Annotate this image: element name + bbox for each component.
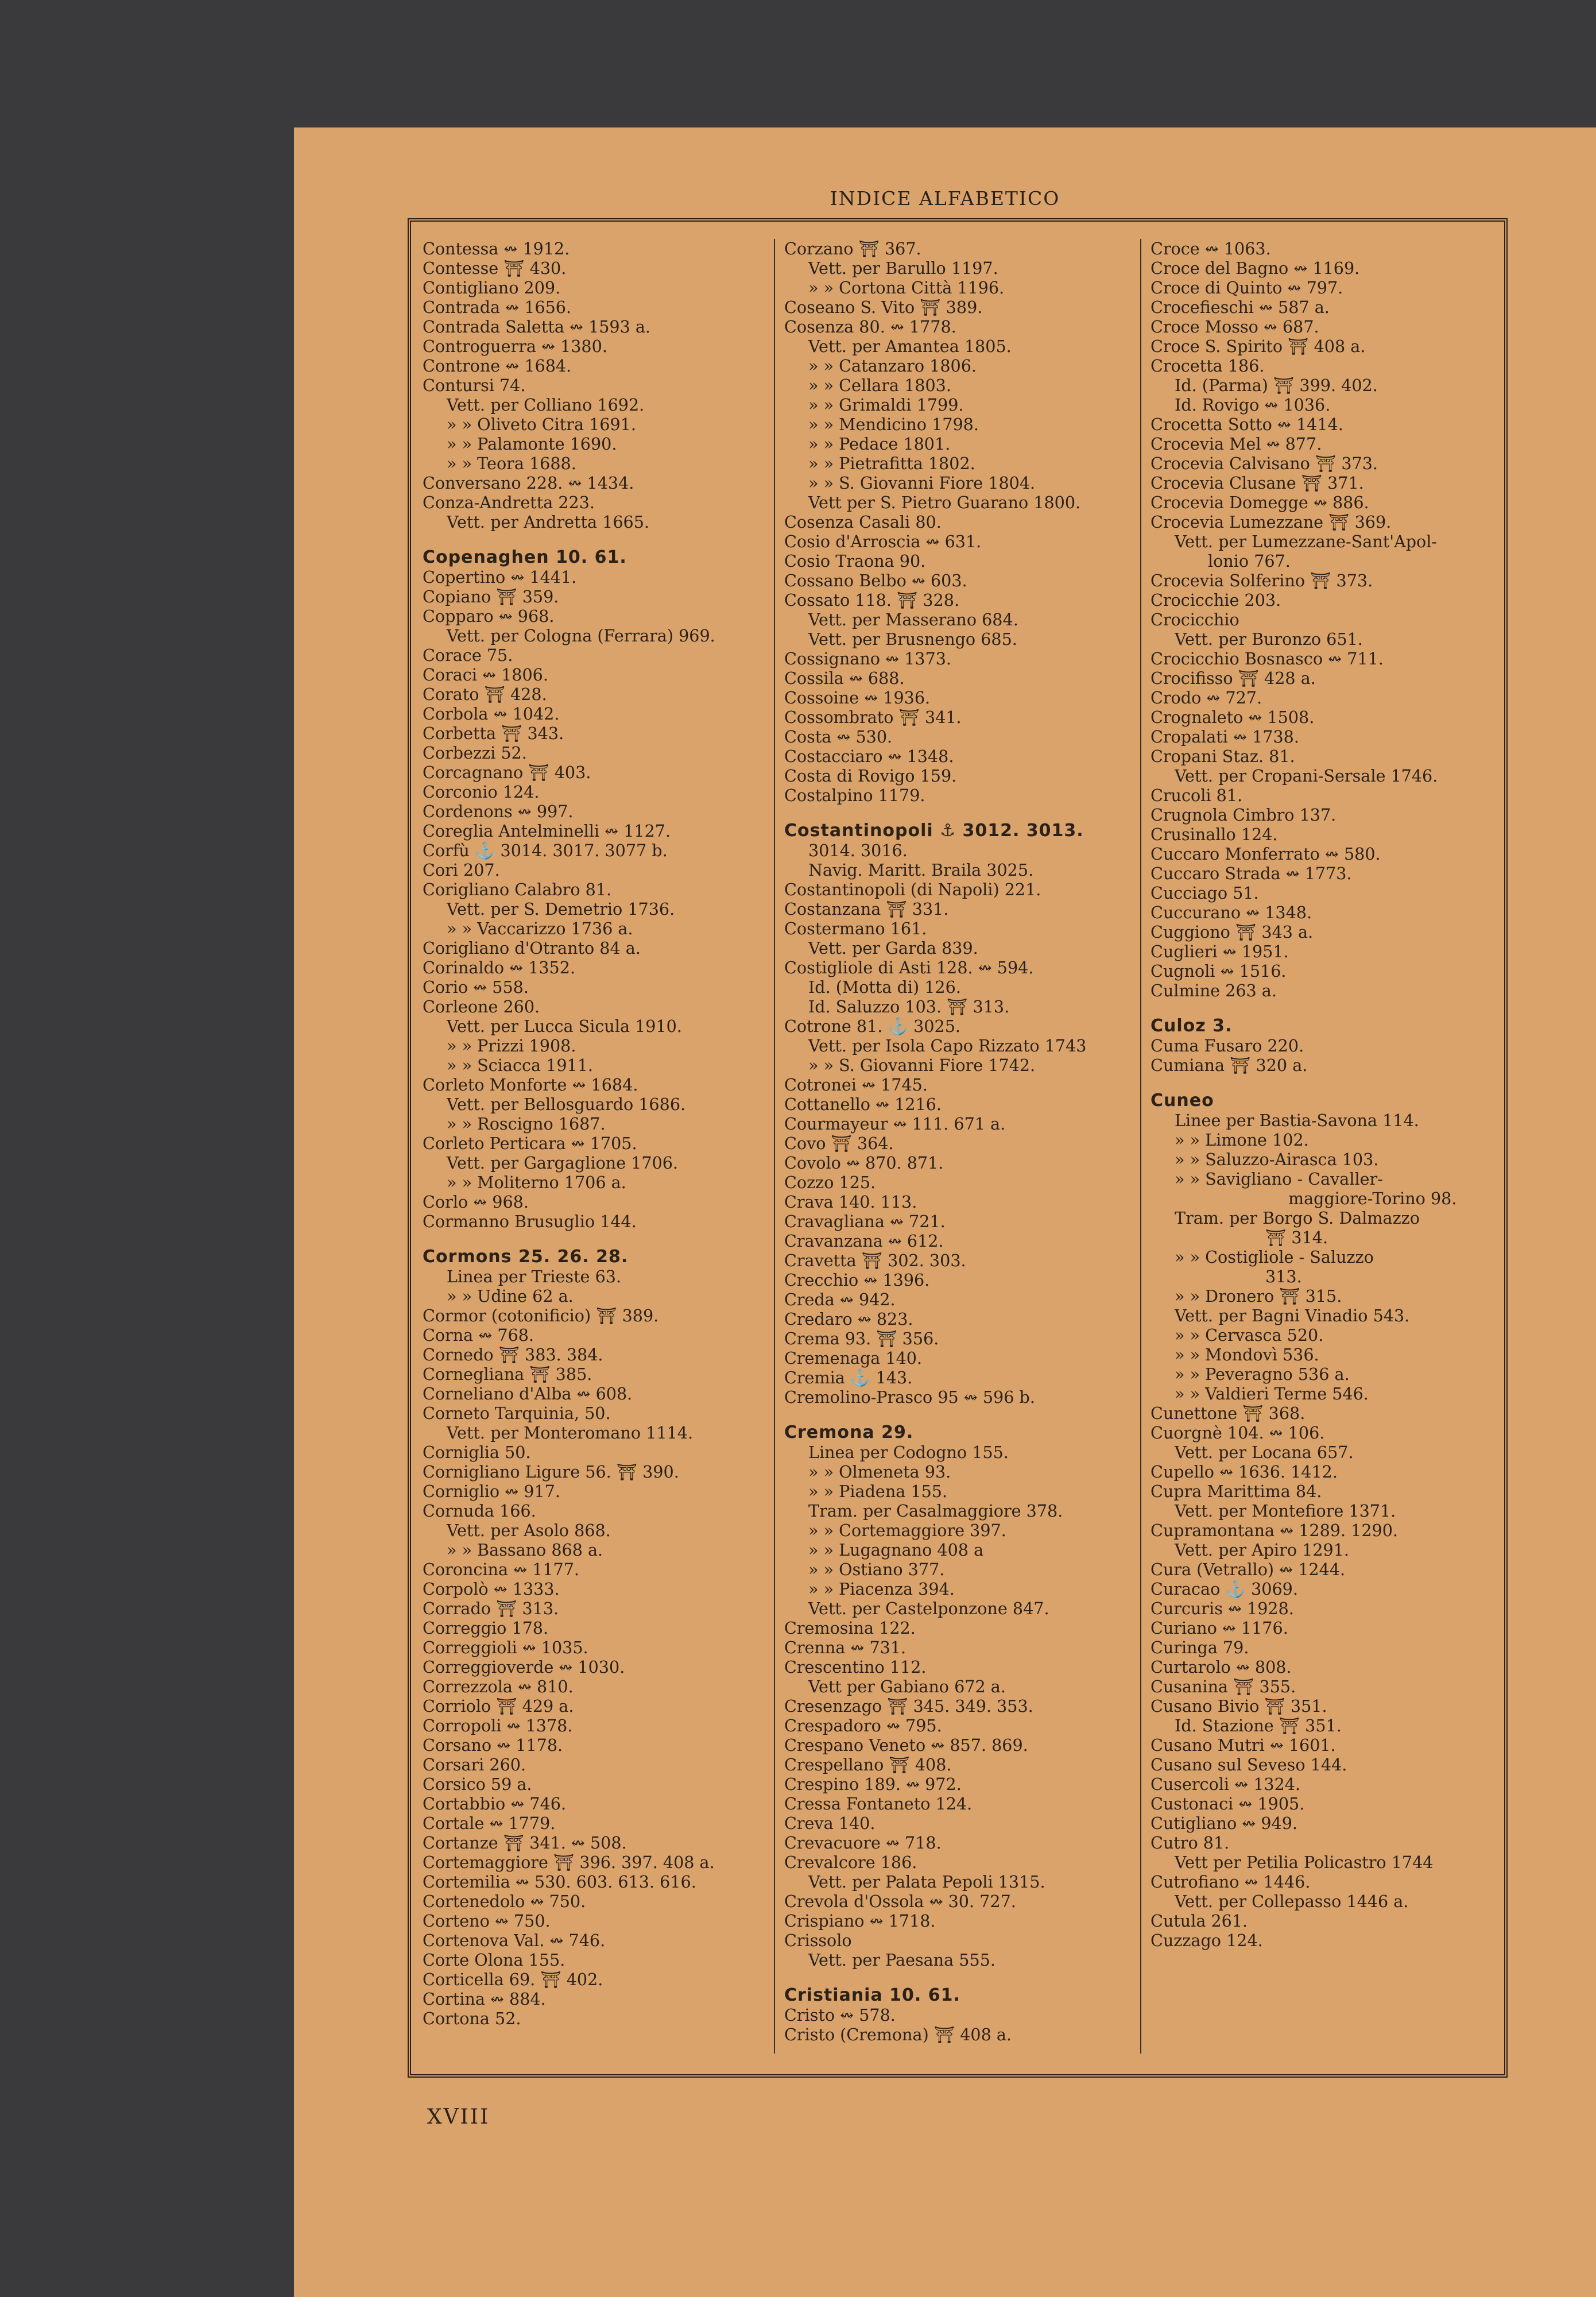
index-entry: Copiano ⛩ 359. bbox=[423, 587, 559, 606]
index-entry: Crespellano ⛩ 408. bbox=[784, 1755, 952, 1774]
index-entry: Cornedo ⛩ 383. 384. bbox=[423, 1345, 603, 1364]
index-column-3 bbox=[1150, 239, 1504, 1950]
index-entry: Crodo ↭ 727. bbox=[1150, 688, 1262, 707]
index-entry: Cornigliano Ligure 56. ⛩ 390. bbox=[423, 1462, 679, 1482]
index-entry: Cossila ↭ 688. bbox=[784, 668, 905, 688]
index-entry: Crespano Veneto ↭ 857. 869. bbox=[784, 1735, 1028, 1755]
index-entry: » » Udine 62 a. bbox=[447, 1286, 574, 1306]
index-entry: » » Cellara 1803. bbox=[808, 376, 951, 395]
index-entry: Croce S. Spirito ⛩ 408 a. bbox=[1150, 337, 1366, 356]
index-entry: Crocevia Domegge ↭ 886. bbox=[1150, 493, 1369, 512]
index-entry: Crevacuore ↭ 718. bbox=[784, 1833, 942, 1853]
page-number: XVIII bbox=[427, 2105, 490, 2129]
index-entry: Tram. per Casalmaggiore 378. bbox=[808, 1501, 1063, 1521]
index-entry: Vett. per Castelponzone 847. bbox=[808, 1599, 1049, 1618]
index-entry: Croce ↭ 1063. bbox=[1150, 239, 1271, 258]
index-entry: Linee per Bastia-Savona 114. bbox=[1175, 1111, 1419, 1130]
index-entry: Vett. per Asolo 868. bbox=[447, 1521, 611, 1540]
index-entry: » » Palamonte 1690. bbox=[447, 434, 617, 454]
index-entry: Vett. per Cologna (Ferrara) 969. bbox=[447, 626, 715, 645]
index-entry: Cortemaggiore ⛩ 396. 397. 408 a. bbox=[423, 1853, 715, 1872]
index-entry: Costa di Rovigo 159. bbox=[784, 766, 957, 786]
index-entry: Crocevia Solferino ⛩ 373. bbox=[1150, 571, 1373, 590]
index-entry: Crespino 189. ↭ 972. bbox=[784, 1774, 962, 1794]
index-entry: Corio ↭ 558. bbox=[423, 977, 529, 997]
index-entry: Crocevia Clusane ⛩ 371. bbox=[1150, 473, 1364, 493]
index-entry: Cravetta ⛩ 302. 303. bbox=[784, 1251, 966, 1270]
index-entry: » » Costigliole - Saluzzo bbox=[1175, 1247, 1374, 1267]
index-entry: Cupramontana ↭ 1289. 1290. bbox=[1150, 1521, 1399, 1540]
index-entry: » » S. Giovanni Fiore 1742. bbox=[808, 1055, 1036, 1075]
index-entry: » » Cortemaggiore 397. bbox=[808, 1521, 1006, 1540]
index-entry: Vett. per Bagni Vinadio 543. bbox=[1175, 1306, 1410, 1325]
index-entry: Cucciago 51. bbox=[1150, 883, 1259, 903]
index-entry: Cornegliana ⛩ 385. bbox=[423, 1364, 592, 1384]
index-entry: Crissolo bbox=[784, 1931, 852, 1950]
index-entry: Corteno ↭ 750. bbox=[423, 1911, 551, 1931]
index-entry: Croce di Quinto ↭ 797. bbox=[1150, 278, 1343, 297]
index-column-2 bbox=[784, 239, 1134, 2044]
index-entry: Cutro 81. bbox=[1150, 1833, 1230, 1853]
index-entry: Id. (Parma) ⛩ 399. 402. bbox=[1175, 376, 1378, 395]
index-entry: Costalpino 1179. bbox=[784, 786, 925, 805]
index-entry: Vett. per Masserano 684. bbox=[808, 610, 1018, 629]
index-entry: Cuggiono ⛩ 343 a. bbox=[1150, 922, 1314, 942]
index-entry: Crevalcore 186. bbox=[784, 1853, 917, 1872]
index-entry: Cuccurano ↭ 1348. bbox=[1150, 903, 1312, 922]
index-entry: Contrada Saletta ↭ 1593 a. bbox=[423, 317, 651, 337]
index-entry: Courmayeur ↭ 111. 671 a. bbox=[784, 1114, 1006, 1134]
index-entry: Cortenova Val. ↭ 746. bbox=[423, 1931, 606, 1950]
index-entry: Vett. per Apiro 1291. bbox=[1175, 1540, 1350, 1560]
index-entry: Corsico 59 a. bbox=[423, 1774, 532, 1794]
index-column-1 bbox=[423, 239, 767, 2028]
index-entry: » » Limone 102. bbox=[1175, 1130, 1309, 1150]
index-entry: Cotronei ↭ 1745. bbox=[784, 1075, 928, 1095]
index-heading: Cormons 25. 26. 28. bbox=[423, 1247, 629, 1267]
index-entry: Cremolino-Prasco 95 ↭ 596 b. bbox=[784, 1387, 1035, 1407]
index-entry: Id. Rovigo ↭ 1036. bbox=[1175, 395, 1331, 415]
book-page bbox=[294, 127, 1596, 2297]
index-frame bbox=[408, 218, 1508, 2078]
index-entry: Vett. per Monteﬁore 1371. bbox=[1175, 1501, 1396, 1521]
index-entry: Contessa ↭ 1912. bbox=[423, 239, 570, 258]
index-entry: Corniglio ↭ 917. bbox=[423, 1482, 560, 1501]
index-entry: Corigliano d'Otranto 84 a. bbox=[423, 938, 641, 958]
index-entry: » » Piacenza 394. bbox=[808, 1579, 955, 1599]
index-entry: Corbetta ⛩ 343. bbox=[423, 724, 564, 743]
index-entry: Cormanno Brusuglio 144. bbox=[423, 1212, 637, 1231]
index-entry: Curacao ⚓ 3069. bbox=[1150, 1579, 1298, 1599]
index-entry: Credaro ↭ 823. bbox=[784, 1309, 913, 1329]
index-entry: Contursi 74. bbox=[423, 376, 526, 395]
index-entry: Crema 93. ⛩ 356. bbox=[784, 1329, 939, 1348]
index-entry: ⛩ 314. bbox=[1265, 1228, 1328, 1247]
index-entry: Corte Olona 155. bbox=[423, 1950, 565, 1970]
index-entry: » » Savigliano - Cavaller- bbox=[1175, 1169, 1383, 1189]
index-entry: Crocetta 186. bbox=[1150, 356, 1265, 376]
index-entry: Copertino ↭ 1441. bbox=[423, 567, 577, 587]
index-entry: Vett. per Gargaglione 1706. bbox=[447, 1153, 679, 1173]
index-entry: Costigliole di Asti 128. ↭ 594. bbox=[784, 958, 1034, 977]
index-entry: Crugnola Cimbro 137. bbox=[1150, 805, 1337, 825]
index-entry: Custonaci ↭ 1905. bbox=[1150, 1794, 1305, 1813]
index-entry: Cossano Belbo ↭ 603. bbox=[784, 571, 967, 590]
index-entry: Cravagliana ↭ 721. bbox=[784, 1212, 946, 1231]
index-entry: Costa ↭ 530. bbox=[784, 727, 893, 747]
index-entry: Cottanello ↭ 1216. bbox=[784, 1095, 942, 1114]
index-entry: Cossignano ↭ 1373. bbox=[784, 649, 951, 668]
index-entry: Cuccaro Strada ↭ 1773. bbox=[1150, 864, 1352, 883]
index-entry: Cuzzago 124. bbox=[1150, 1931, 1263, 1950]
index-entry: » » Teora 1688. bbox=[447, 454, 576, 473]
index-entry: Corna ↭ 768. bbox=[423, 1325, 534, 1345]
index-entry: Corigliano Calabro 81. bbox=[423, 880, 612, 899]
index-entry: Controguerra ↭ 1380. bbox=[423, 337, 607, 356]
index-entry: Cosenza Casali 80. bbox=[784, 512, 942, 532]
index-entry: Cusano Mutri ↭ 1601. bbox=[1150, 1735, 1336, 1755]
index-entry: Corleto Perticara ↭ 1705. bbox=[423, 1134, 637, 1153]
index-entry: Id. (Motta di) 126. bbox=[808, 977, 961, 997]
index-entry: Corsano ↭ 1178. bbox=[423, 1735, 563, 1755]
index-entry: Costantinopoli (di Napoli) 221. bbox=[784, 880, 1041, 899]
index-entry: Curtarolo ↭ 808. bbox=[1150, 1657, 1292, 1677]
index-entry: Vett. per Buronzo 651. bbox=[1175, 629, 1363, 649]
index-entry: Cortona 52. bbox=[423, 2009, 521, 2028]
index-entry: Cori 207. bbox=[423, 860, 500, 880]
index-entry: Navig. Maritt. Braila 3025. bbox=[808, 860, 1034, 880]
index-entry: Contrada ↭ 1656. bbox=[423, 297, 572, 317]
index-entry: Corniglia 50. bbox=[423, 1443, 531, 1462]
index-entry: Copparo ↭ 968. bbox=[423, 606, 555, 626]
index-entry: Tram. per Borgo S. Dalmazzo bbox=[1175, 1208, 1420, 1228]
index-entry: Cupra Marittima 84. bbox=[1150, 1482, 1322, 1501]
index-entry: Corneto Tarquinia, 50. bbox=[423, 1403, 611, 1423]
index-entry: » » Peveragno 536 a. bbox=[1175, 1364, 1350, 1384]
index-entry: Corconio 124. bbox=[423, 782, 540, 802]
index-entry: Corlo ↭ 968. bbox=[423, 1192, 529, 1212]
index-entry: Corleone 260. bbox=[423, 997, 540, 1016]
index-entry: Cusano sul Seveso 144. bbox=[1150, 1755, 1347, 1774]
index-entry: Crucoli 81. bbox=[1150, 786, 1243, 805]
index-entry: Correggio 178. bbox=[423, 1618, 549, 1638]
index-entry: Cutroﬁano ↭ 1446. bbox=[1150, 1872, 1311, 1892]
index-entry: Cresenzago ⛩ 345. 349. 353. bbox=[784, 1696, 1033, 1716]
index-entry: » » Roscigno 1687. bbox=[447, 1114, 606, 1134]
index-entry: » » Dronero ⛩ 315. bbox=[1175, 1286, 1342, 1306]
index-entry: Cuccaro Monferrato ↭ 580. bbox=[1150, 844, 1381, 864]
index-entry: Cumiana ⛩ 320 a. bbox=[1150, 1055, 1308, 1075]
index-entry: Linea per Codogno 155. bbox=[808, 1443, 1009, 1462]
index-entry: Crocicchie 203. bbox=[1150, 590, 1281, 610]
index-entry: Corace 75. bbox=[423, 645, 513, 665]
index-entry: Crocevia Lumezzane ⛩ 369. bbox=[1150, 512, 1392, 532]
index-entry: » » Mendicino 1798. bbox=[808, 415, 979, 434]
index-entry: Crocetta Sotto ↭ 1414. bbox=[1150, 415, 1343, 434]
index-entry: Crocicchio bbox=[1150, 610, 1239, 629]
index-entry: Cusano Bivio ⛩ 351. bbox=[1150, 1696, 1327, 1716]
index-entry: Coreglia Antelminelli ↭ 1127. bbox=[423, 821, 671, 841]
index-entry: » » Cortona Città 1196. bbox=[808, 278, 1005, 297]
index-entry: Contigliano 209. bbox=[423, 278, 561, 297]
index-entry: Cremosina 122. bbox=[784, 1618, 916, 1638]
index-entry: Coroncina ↭ 1177. bbox=[423, 1560, 580, 1579]
index-entry: Vett. per Andretta 1665. bbox=[447, 512, 650, 532]
index-entry: Cormor (cotonificio) ⛩ 389. bbox=[423, 1306, 659, 1325]
index-entry: Vett. per Palata Pepoli 1315. bbox=[808, 1872, 1045, 1892]
index-entry: Creda ↭ 942. bbox=[784, 1290, 896, 1309]
index-entry: Vett. per Barullo 1197. bbox=[808, 258, 998, 278]
index-entry: Vett. per Monteromano 1114. bbox=[447, 1423, 694, 1443]
index-entry: Crociﬁsso ⛩ 428 a. bbox=[1150, 668, 1316, 688]
index-entry: Vett. per Lumezzane-Sant'Apol- bbox=[1175, 532, 1438, 551]
index-entry: Cortanze ⛩ 341. ↭ 508. bbox=[423, 1833, 627, 1853]
index-entry: Cotrone 81. ⚓ 3025. bbox=[784, 1016, 961, 1036]
index-entry: Corcagnano ⛩ 403. bbox=[423, 763, 591, 782]
index-entry: » » Pietrafitta 1802. bbox=[808, 454, 975, 473]
index-entry: » » Vaccarizzo 1736 a. bbox=[447, 919, 633, 938]
index-entry: Cossombrato ⛩ 341. bbox=[784, 707, 962, 727]
index-entry: Vett. per Collepasso 1446 a. bbox=[1175, 1892, 1409, 1911]
index-entry: Vett per Petilia Policastro 1744 bbox=[1175, 1853, 1434, 1872]
index-entry: Crecchio ↭ 1396. bbox=[784, 1270, 930, 1290]
index-entry: » » Catanzaro 1806. bbox=[808, 356, 977, 376]
index-entry: lonio 767. bbox=[1208, 551, 1291, 571]
index-entry: Corropoli ↭ 1378. bbox=[423, 1716, 573, 1735]
index-entry: Costacciaro ↭ 1348. bbox=[784, 747, 954, 766]
index-entry: Cortina ↭ 884. bbox=[423, 1989, 546, 2009]
index-entry: Corsari 260. bbox=[423, 1755, 526, 1774]
index-entry: » » Lugagnano 408 a bbox=[808, 1540, 984, 1560]
index-entry: » » Bassano 868 a. bbox=[447, 1540, 603, 1560]
index-entry: Cozzo 125. bbox=[784, 1173, 876, 1192]
index-entry: Cremia ⚓ 143. bbox=[784, 1368, 913, 1387]
column-divider bbox=[774, 239, 775, 2054]
index-entry: Curcuris ↭ 1928. bbox=[1150, 1599, 1294, 1618]
index-entry: » » S. Giovanni Fiore 1804. bbox=[808, 473, 1036, 493]
index-entry: » » Moliterno 1706 a. bbox=[447, 1173, 626, 1192]
index-entry: Cusanina ⛩ 355. bbox=[1150, 1677, 1296, 1696]
index-entry: Cremenaga 140. bbox=[784, 1348, 923, 1368]
index-entry: Cosenza 80. ↭ 1778. bbox=[784, 317, 956, 337]
index-entry: maggiore-Torino 98. bbox=[1288, 1189, 1457, 1208]
index-entry: Vett. per Garda 839. bbox=[808, 938, 978, 958]
index-entry: Cusercoli ↭ 1324. bbox=[1150, 1774, 1301, 1794]
index-entry: Cristo ↭ 578. bbox=[784, 2005, 896, 2025]
index-entry: » » Mondovì 536. bbox=[1175, 1345, 1319, 1364]
index-entry: Cunettone ⛩ 368. bbox=[1150, 1403, 1306, 1423]
index-entry: Contesse ⛩ 430. bbox=[423, 258, 567, 278]
index-entry: Covo ⛩ 364. bbox=[784, 1134, 894, 1153]
index-entry: Cropalati ↭ 1738. bbox=[1150, 727, 1299, 747]
index-entry: » » Oliveto Citra 1691. bbox=[447, 415, 636, 434]
index-entry: » » Ostiano 377. bbox=[808, 1560, 945, 1579]
index-entry: » » Piadena 155. bbox=[808, 1482, 948, 1501]
index-entry: Vett. per Lucca Sicula 1910. bbox=[447, 1016, 682, 1036]
index-entry: Cosio Traona 90. bbox=[784, 551, 926, 571]
index-heading: Copenaghen 10. 61. bbox=[423, 547, 627, 567]
index-entry: Vett. per Paesana 555. bbox=[808, 1950, 995, 1970]
index-entry: Cortabbio ↭ 746. bbox=[423, 1794, 567, 1813]
index-entry: » » Cervasca 520. bbox=[1175, 1325, 1324, 1345]
index-entry: Corbezzi 52. bbox=[423, 743, 527, 763]
index-entry: Vett. per Colliano 1692. bbox=[447, 395, 645, 415]
index-entry: Cortale ↭ 1779. bbox=[423, 1813, 556, 1833]
index-entry: Vett. per Cropani-Sersale 1746. bbox=[1175, 766, 1438, 786]
index-entry: Costanzana ⛩ 331. bbox=[784, 899, 949, 919]
index-entry: Crava 140. 113. bbox=[784, 1192, 917, 1212]
index-entry: Croce del Bagno ↭ 1169. bbox=[1150, 258, 1360, 278]
index-entry: Cristo (Cremona) ⛩ 408 a. bbox=[784, 2025, 1012, 2044]
index-entry: Corriolo ⛩ 429 a. bbox=[423, 1696, 574, 1716]
index-entry: Conversano 228. ↭ 1434. bbox=[423, 473, 634, 493]
index-entry: Cortenedolo ↭ 750. bbox=[423, 1892, 586, 1911]
index-entry: Cossoine ↭ 1936. bbox=[784, 688, 931, 707]
index-entry: Corzano ⛩ 367. bbox=[784, 239, 921, 258]
index-entry: 3014. 3016. bbox=[808, 841, 908, 860]
index-entry: » » Prizzi 1908. bbox=[447, 1036, 576, 1055]
index-entry: Cortemilia ↭ 530. 603. 613. 616. bbox=[423, 1872, 696, 1892]
index-heading: Costantinopoli ⚓ 3012. 3013. bbox=[784, 821, 1084, 841]
index-entry: Costermano 161. bbox=[784, 919, 927, 938]
index-heading: Cuneo bbox=[1150, 1091, 1214, 1111]
index-entry: Vett. per Bellosguardo 1686. bbox=[447, 1095, 686, 1114]
index-entry: Cravanzana ↭ 612. bbox=[784, 1231, 944, 1251]
index-entry: Id. Stazione ⛩ 351. bbox=[1175, 1716, 1342, 1735]
index-entry: Correggioli ↭ 1035. bbox=[423, 1638, 588, 1657]
index-entry: » » Valdieri Terme 546. bbox=[1175, 1384, 1369, 1403]
index-entry: Cutula 261. bbox=[1150, 1911, 1248, 1931]
index-entry: Cropani Staz. 81. bbox=[1150, 747, 1295, 766]
index-entry: Crevola d'Ossola ↭ 30. 727. bbox=[784, 1892, 1016, 1911]
index-entry: Cossato 118. ⛩ 328. bbox=[784, 590, 960, 610]
index-entry: Crognaleto ↭ 1508. bbox=[1150, 707, 1315, 727]
index-entry: Crispiano ↭ 1718. bbox=[784, 1911, 936, 1931]
index-entry: Coseano S. Vito ⛩ 389. bbox=[784, 297, 983, 317]
index-entry: Crocevia Calvisano ⛩ 373. bbox=[1150, 454, 1378, 473]
index-entry: Corato ⛩ 428. bbox=[423, 685, 547, 704]
index-entry: Controne ↭ 1684. bbox=[423, 356, 572, 376]
index-entry: Conza-Andretta 223. bbox=[423, 493, 595, 512]
index-entry: Corleto Monforte ↭ 1684. bbox=[423, 1075, 638, 1095]
index-entry: Corinaldo ↭ 1352. bbox=[423, 958, 576, 977]
index-entry: Crusinallo 124. bbox=[1150, 825, 1278, 844]
page-header: INDICE ALFABETICO bbox=[830, 187, 1060, 210]
index-entry: Crenna ↭ 731. bbox=[784, 1638, 907, 1657]
index-entry: Cugnoli ↭ 1516. bbox=[1150, 961, 1287, 981]
index-entry: Culmine 263 a. bbox=[1150, 981, 1277, 1000]
index-entry: Cressa Fontaneto 124. bbox=[784, 1794, 973, 1813]
index-entry: Crocevia Mel ↭ 877. bbox=[1150, 434, 1322, 454]
index-entry: Covolo ↭ 870. 871. bbox=[784, 1153, 944, 1173]
index-entry: » » Olmeneta 93. bbox=[808, 1462, 951, 1482]
index-entry: Cuorgnè 104. ↭ 106. bbox=[1150, 1423, 1325, 1443]
index-entry: Croce Mosso ↭ 687. bbox=[1150, 317, 1319, 337]
index-entry: Correzzola ↭ 810. bbox=[423, 1677, 574, 1696]
index-entry: Cordenons ↭ 997. bbox=[423, 802, 574, 821]
index-entry: Cura (Vetrallo) ↭ 1244. bbox=[1150, 1560, 1346, 1579]
index-entry: Cutigliano ↭ 949. bbox=[1150, 1813, 1298, 1833]
index-entry: Cuma Fusaro 220. bbox=[1150, 1036, 1304, 1055]
index-entry: Vett. per Isola Capo Rizzato 1743 bbox=[808, 1036, 1087, 1055]
index-entry: Corticella 69. ⛩ 402. bbox=[423, 1970, 603, 1989]
index-entry: Crocicchio Bosnasco ↭ 711. bbox=[1150, 649, 1384, 668]
index-entry: Curinga 79. bbox=[1150, 1638, 1249, 1657]
index-entry: Coraci ↭ 1806. bbox=[423, 665, 548, 685]
index-entry: 313. bbox=[1265, 1267, 1302, 1286]
index-entry: Cornuda 166. bbox=[423, 1501, 536, 1521]
index-entry: Curiano ↭ 1176. bbox=[1150, 1618, 1288, 1638]
index-heading: Culoz 3. bbox=[1150, 1016, 1233, 1036]
index-entry: Vett per Gabiano 672 a. bbox=[808, 1677, 1006, 1696]
index-entry: Cosio d'Arroscia ↭ 631. bbox=[784, 532, 982, 551]
index-entry: Crespadoro ↭ 795. bbox=[784, 1716, 942, 1735]
index-entry: » » Sciacca 1911. bbox=[447, 1055, 593, 1075]
index-entry: Corpolò ↭ 1333. bbox=[423, 1579, 560, 1599]
index-entry: Corrado ⛩ 313. bbox=[423, 1599, 559, 1618]
column-divider bbox=[1140, 239, 1141, 2054]
index-heading: Cristiania 10. 61. bbox=[784, 1985, 960, 2005]
index-entry: Croceﬁeschi ↭ 587 a. bbox=[1150, 297, 1330, 317]
index-entry: Linea per Trieste 63. bbox=[447, 1267, 622, 1286]
index-entry: » » Pedace 1801. bbox=[808, 434, 951, 454]
index-entry: » » Grimaldi 1799. bbox=[808, 395, 964, 415]
index-entry: Vett. per Brusnengo 685. bbox=[808, 629, 1017, 649]
index-entry: Creva 140. bbox=[784, 1813, 876, 1833]
index-entry: Correggioverde ↭ 1030. bbox=[423, 1657, 625, 1677]
index-entry: » » Saluzzo-Airasca 103. bbox=[1175, 1150, 1379, 1169]
index-entry: Corfù ⚓ 3014. 3017. 3077 b. bbox=[423, 841, 668, 860]
index-entry: Vett. per S. Demetrio 1736. bbox=[447, 899, 675, 919]
index-entry: Id. Saluzzo 103. ⛩ 313. bbox=[808, 997, 1010, 1016]
index-entry: Corneliano d'Alba ↭ 608. bbox=[423, 1384, 633, 1403]
index-entry: Cuglieri ↭ 1951. bbox=[1150, 942, 1289, 961]
index-entry: Vett per S. Pietro Guarano 1800. bbox=[808, 493, 1081, 512]
index-heading: Cremona 29. bbox=[784, 1422, 914, 1443]
index-entry: Crescentino 112. bbox=[784, 1657, 927, 1677]
index-entry: Vett. per Amantea 1805. bbox=[808, 337, 1012, 356]
index-entry: Cupello ↭ 1636. 1412. bbox=[1150, 1462, 1338, 1482]
index-entry: Vett. per Locana 657. bbox=[1175, 1443, 1354, 1462]
index-entry: Corbola ↭ 1042. bbox=[423, 704, 560, 724]
